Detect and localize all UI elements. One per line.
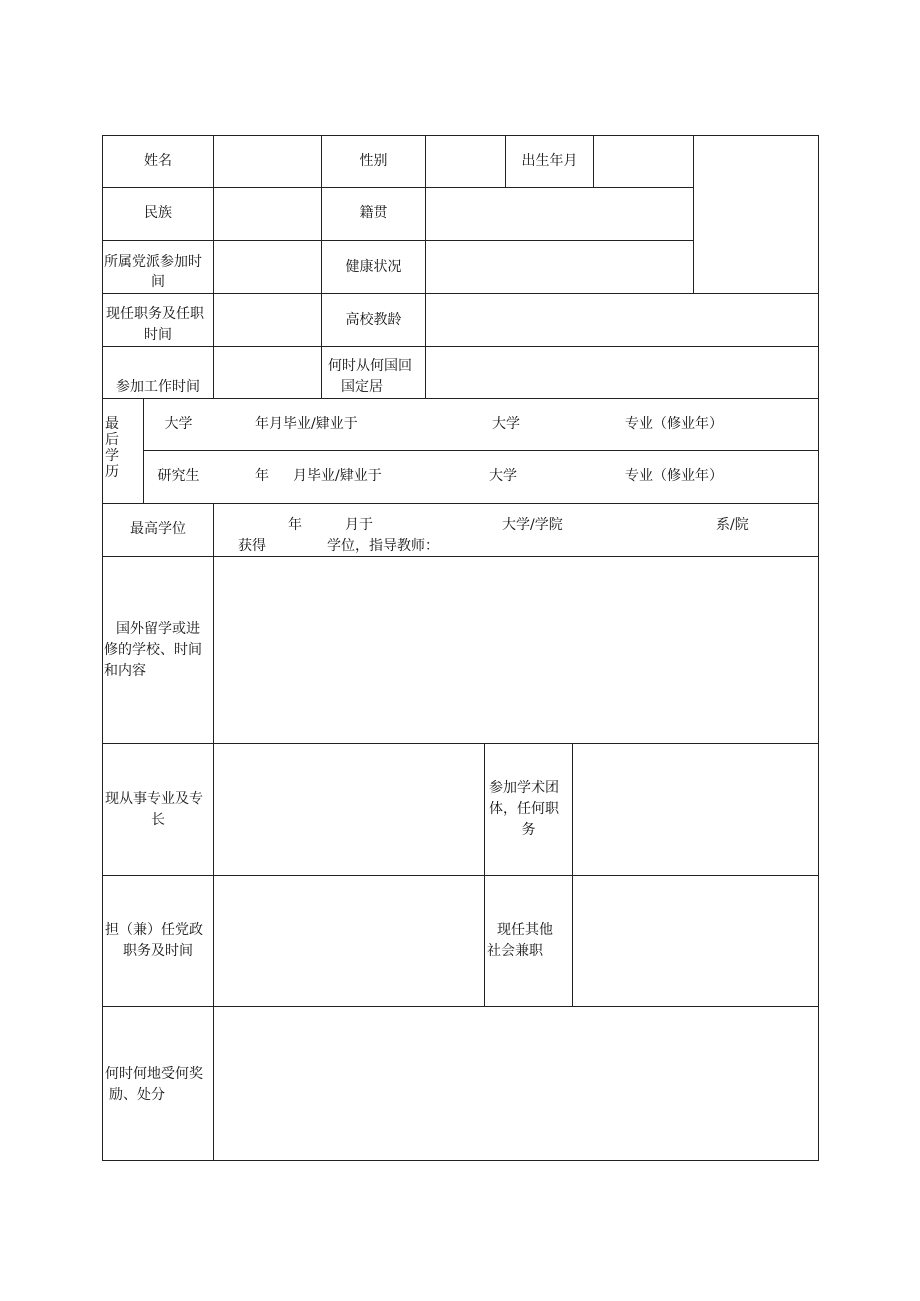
degree-month-text: 月于 [345,517,373,533]
abroad-label-line2: 修的学校、时间 [104,642,202,658]
teaching-years-field[interactable] [426,294,818,346]
degree-dept-text: 系/院 [716,517,749,533]
admin-field[interactable] [214,876,484,1006]
social-label-line1: 现任其他 [497,922,553,938]
grid-line [143,450,819,451]
academic-label-line2: 体，任何职 [489,801,559,817]
grid-line [102,1160,819,1161]
ethnicity-field[interactable] [214,188,321,240]
last-edu-char-1: 最 [105,416,119,432]
degree-univ-text: 大学/学院 [502,517,563,533]
native-place-field[interactable] [426,188,693,240]
specialty-field[interactable] [214,744,484,875]
university-label: 大学 [164,416,193,432]
grad-year-text: 年 [255,468,269,484]
last-edu-char-3: 学 [105,448,119,464]
degree-advisor-text: 学位，指导教师： [327,538,439,554]
ethnicity-label: 民族 [144,205,172,221]
position-label-line1: 现任职务及任职 [106,306,204,322]
name-label: 姓名 [144,153,172,169]
return-label-line1: 何时从何国回 [328,358,412,374]
last-edu-char-2: 后 [105,432,119,448]
work-start-label: 参加工作时间 [116,379,200,395]
university-univ-text: 大学 [492,416,520,432]
grid-line [102,503,819,504]
university-date-text: 年月毕业/肄业于 [255,416,358,432]
position-field[interactable] [214,294,321,346]
grid-line [818,135,819,1161]
health-label: 健康状况 [345,259,402,275]
native-place-label: 籍贯 [359,205,388,221]
gender-label: 性别 [359,153,388,169]
last-edu-char-4: 历 [105,464,119,480]
admin-label-line2: 职务及时间 [123,943,193,959]
grid-line [102,398,819,399]
highest-degree-label: 最高学位 [130,521,186,537]
academic-label-line1: 参加学术团 [489,780,559,796]
position-label-line2: 时间 [144,327,172,343]
party-label-line2: 间 [151,274,165,290]
party-label-line1: 所属党派参加时 [104,254,202,270]
abroad-label-line1: 国外留学或进 [116,621,200,637]
photo-area[interactable] [694,136,818,293]
admin-label-line1: 担（兼）任党政 [105,922,203,938]
social-label-line2: 社会兼职 [487,943,543,959]
specialty-label-line2: 长 [151,812,165,828]
return-field[interactable] [426,347,818,398]
party-field[interactable] [214,241,321,293]
health-field[interactable] [426,241,693,293]
awards-label-line2: 励、处分 [109,1087,165,1103]
grid-line [484,743,485,1007]
awards-label-line1: 何时何地受何奖 [105,1066,203,1082]
academic-field[interactable] [573,744,818,875]
name-field[interactable] [214,136,321,187]
degree-year-text: 年 [288,517,302,533]
work-start-field[interactable] [214,347,321,398]
grad-major-text: 专业（修业年） [625,468,723,484]
birth-label: 出生年月 [521,153,578,169]
academic-label-line3: 务 [521,822,536,838]
gender-field[interactable] [426,136,505,187]
abroad-field[interactable] [214,557,818,743]
birth-field[interactable] [594,136,693,187]
grid-line [321,293,322,399]
awards-field[interactable] [214,1007,818,1160]
grad-student-label: 研究生 [157,468,200,484]
return-label-line2: 国定居 [341,379,383,395]
specialty-label-line1: 现从事专业及专 [105,791,203,807]
teaching-years-label: 高校教龄 [345,312,402,328]
social-field[interactable] [573,876,818,1006]
degree-obtained-text: 获得 [238,538,266,554]
grad-univ-text: 大学 [489,468,517,484]
abroad-label-line3: 和内容 [104,663,146,679]
university-major-text: 专业（修业年） [625,416,723,432]
grad-date-text: 月毕业/肄业于 [293,468,382,484]
